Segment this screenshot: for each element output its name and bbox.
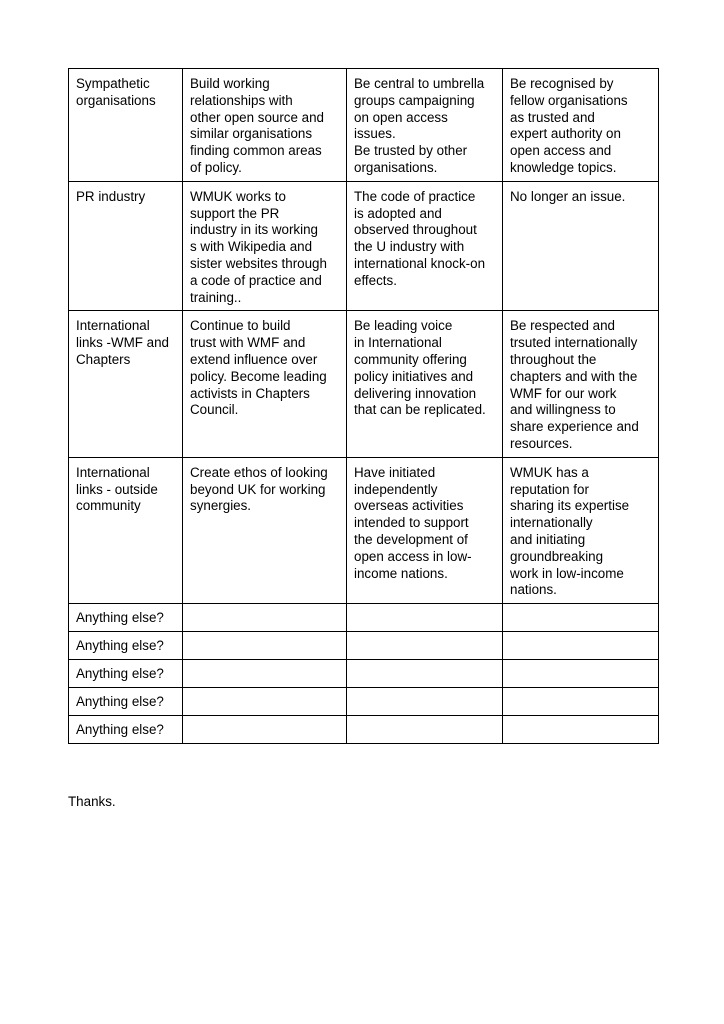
table-cell: [183, 69, 347, 182]
table-row: [69, 688, 659, 716]
table-cell: [183, 660, 347, 688]
cell-text: WMUK works to support the PR industry in its working s with Wikipedia and sister websites through a code of practice and training..: [190, 188, 327, 305]
table-cell: [69, 688, 183, 716]
table-cell: [347, 632, 503, 660]
table-cell: [183, 311, 347, 457]
cell-text: Anything else?: [76, 610, 164, 626]
table-cell: [69, 660, 183, 688]
table-cell: [183, 457, 347, 603]
table-cell: [503, 660, 659, 688]
closing-text: Thanks.: [68, 794, 116, 809]
table-cell: [503, 181, 659, 311]
cell-text: Be central to umbrella groups campaigning on open access issues. Be trusted by other organisations.: [354, 76, 485, 175]
cell-text: Build working relationships with other open source and similar organisations finding common areas of policy.: [190, 76, 325, 175]
table-cell: [183, 181, 347, 311]
table-row: [69, 716, 659, 744]
cell-text: International links - outside community: [76, 464, 158, 514]
table-cell: [347, 660, 503, 688]
table-cell: [183, 632, 347, 660]
table-cell: [503, 604, 659, 632]
cell-text: The code of practice is adopted and observed throughout the U industry with international knock-on effects.: [354, 188, 486, 288]
cell-text: Be leading voice in International community offering policy initiatives and delivering innovation that can be replicated.: [354, 318, 486, 418]
table-cell: [69, 632, 183, 660]
table-cell: [347, 604, 503, 632]
table-cell: [347, 69, 503, 182]
cell-text: Anything else?: [76, 666, 164, 682]
cell-text: Create ethos of looking beyond UK for working synergies.: [190, 464, 328, 514]
table-cell: [347, 311, 503, 457]
cell-text: Anything else?: [76, 694, 164, 710]
table-row: [69, 632, 659, 660]
table-cell: [69, 311, 183, 457]
table-cell: [69, 457, 183, 603]
table-cell: [503, 457, 659, 603]
cell-text: Continue to build trust with WMF and extend influence over policy. Become leading activists in Chapters Council.: [190, 318, 327, 418]
table-cell: [183, 688, 347, 716]
table-row: [69, 311, 659, 457]
cell-text: Be recognised by fellow organisations as trusted and expert authority on open access and knowledge topics.: [510, 76, 628, 175]
cell-text: Anything else?: [76, 722, 164, 738]
table-row: [69, 69, 659, 182]
table-cell: [183, 716, 347, 744]
cell-text: Have initiated independently overseas activities intended to support the development of open access in low- income nations.: [354, 464, 472, 581]
table-row: [69, 457, 659, 603]
table-cell: [503, 311, 659, 457]
cell-text: Sympathetic organisations: [76, 76, 156, 108]
table-cell: [503, 69, 659, 182]
cell-text: WMUK has a reputation for sharing its expertise internationally and initiating groundbreaking work in low-income nations.: [510, 464, 630, 598]
cell-text: PR industry: [76, 188, 146, 204]
cell-text: Be respected and trsuted internationally throughout the chapters and with the WMF for our work and willingness to share experience and resources.: [510, 318, 639, 451]
cell-text: International links -WMF and Chapters: [76, 318, 170, 367]
table-row: [69, 604, 659, 632]
table-cell: [347, 716, 503, 744]
table-cell: [503, 632, 659, 660]
cell-text: No longer an issue.: [510, 188, 626, 204]
table-row: [69, 660, 659, 688]
table-cell: [69, 181, 183, 311]
table-cell: [69, 69, 183, 182]
strategy-table: [68, 68, 659, 744]
table-cell: [503, 688, 659, 716]
table-cell: [347, 181, 503, 311]
table-cell: [183, 604, 347, 632]
table-cell: [503, 716, 659, 744]
table-cell: [69, 716, 183, 744]
table-cell: [69, 604, 183, 632]
table-cell: [347, 688, 503, 716]
cell-text: Anything else?: [76, 638, 164, 654]
table-cell: [347, 457, 503, 603]
table-row: [69, 181, 659, 311]
